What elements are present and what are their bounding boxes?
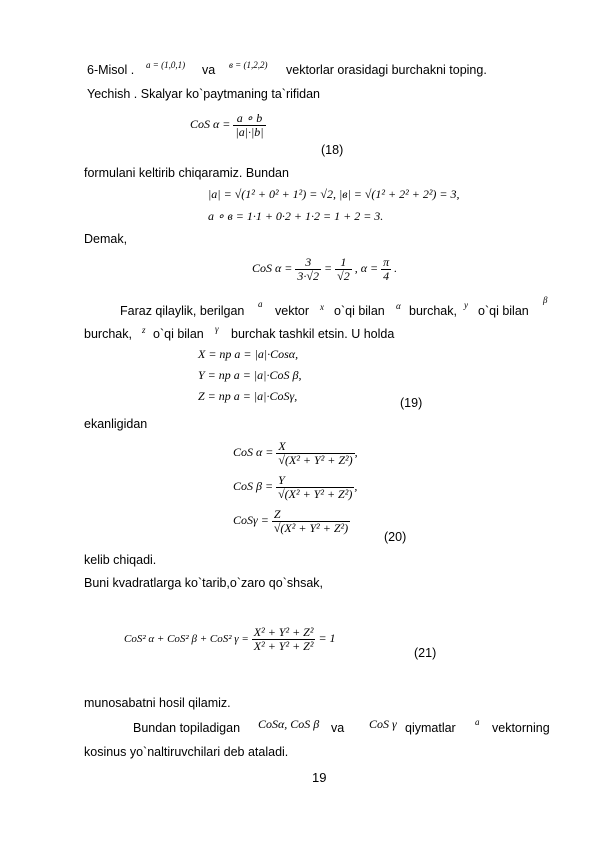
ekanligidan: ekanligidan <box>84 417 148 431</box>
equation-number-20: (20) <box>384 530 407 544</box>
faraz-text-2: vektor <box>275 304 310 318</box>
eq19-line-y: Y = np a = |a|·CoS β, <box>198 368 302 382</box>
eq20-l1-den: √(X² + Y² + Z²) <box>278 452 353 467</box>
eq18-denominator: |a|·|b| <box>235 124 264 139</box>
frac3-num: π <box>383 255 390 269</box>
frac2-den: √2 <box>337 268 350 283</box>
faraz2-text-2: o`qi bilan <box>153 327 204 341</box>
cos-alpha-beta: CoSα, CoS β <box>258 717 320 731</box>
eq20-l2-fraction <box>276 474 354 500</box>
eq20-l3-fraction <box>272 508 350 534</box>
eq20-l3-num: Z <box>272 508 350 522</box>
faraz2-text-1: burchak, <box>84 327 132 341</box>
fraction-pi-over-4 <box>381 256 391 282</box>
page-number: 19 <box>312 770 327 785</box>
eq20-cos-alpha <box>233 440 358 466</box>
eq20-l2-lhs: CoS β = <box>233 478 274 493</box>
eq20-l2-den: √(X² + Y² + Z²) <box>278 486 353 501</box>
example-label: 6-Misol . <box>87 63 135 77</box>
eq21-lhs: CoS² α + CoS² β + CoS² γ = <box>124 632 249 645</box>
solution-intro: Yechish . Skalyar ko`paytmaning ta`rifidan <box>87 87 320 101</box>
equation-number-18: (18) <box>321 143 344 157</box>
faraz2-text-3: burchak tashkil etsin. U holda <box>231 327 395 341</box>
period: . <box>394 260 398 275</box>
demak-label: Demak, <box>84 232 128 246</box>
faraz-text-4: burchak, <box>409 304 457 318</box>
eq21-fraction <box>252 626 316 652</box>
faraz-text-1: Faraz qilaylik, berilgan <box>120 304 245 318</box>
buni-kvadrat: Buni kvadratlarga ko`tarib,o`zaro qo`shsak, <box>84 576 324 590</box>
cos-alpha-result <box>252 256 397 282</box>
vector-b-def: в = (1,2,2) <box>229 60 268 70</box>
frac3-den: 4 <box>383 268 390 283</box>
eq18-lhs: CoS α = <box>190 116 231 131</box>
equals-sign: = <box>324 260 333 275</box>
kosinus-text: kosinus yo`naltiruvchilari deb ataladi. <box>84 745 289 759</box>
bundan-symbol-a: a <box>475 717 480 727</box>
faraz-text-5: o`qi bilan <box>478 304 529 318</box>
eq20-cos-gamma <box>233 508 350 534</box>
eq20-l3-lhs: CoSγ = <box>233 512 269 527</box>
eq20-l1-fraction <box>276 440 354 466</box>
bundan-text-2: qiymatlar <box>405 721 456 735</box>
bundan-va: va <box>331 721 345 735</box>
equation-18 <box>190 112 266 138</box>
comma: , <box>354 444 358 459</box>
comma: , <box>354 478 358 493</box>
eq18-numerator: a ∘ b <box>233 112 265 126</box>
symbol-gamma: γ <box>215 324 219 334</box>
fraction-1-over-root2 <box>335 256 352 282</box>
dot-product-calculation: a ∘ в = 1·1 + 0·2 + 1·2 = 1 + 2 = 3. <box>208 209 384 223</box>
symbol-y: y <box>464 300 468 310</box>
equation-number-19: (19) <box>400 396 423 410</box>
frac2-num: 1 <box>335 256 352 270</box>
eq20-l2-num: Y <box>276 474 354 488</box>
paragraph-formula: formulani keltirib chiqaramiz. Bundan <box>84 166 289 180</box>
vector-a-def: a = (1,0,1) <box>146 60 186 70</box>
cos-gamma: CoS γ <box>369 717 397 731</box>
eq18-fraction <box>233 112 265 138</box>
modulus-calculation: |a| = √(1² + 0² + 1²) = √2, |в| = √(1² + 2² + 2²) = 3, <box>208 187 460 201</box>
faraz-text-3: o`qi bilan <box>334 304 385 318</box>
fraction-3-over-3root2 <box>295 256 321 282</box>
munosabat: munosabatni hosil qilamiz. <box>84 696 231 710</box>
symbol-x: x <box>320 302 324 312</box>
eq20-l1-lhs: CoS α = <box>233 444 274 459</box>
example-task-text: vektorlar orasidagi burchakni toping. <box>286 63 487 77</box>
symbol-a: a <box>258 299 263 309</box>
symbol-beta: β <box>543 295 548 305</box>
frac1-den: 3·√2 <box>297 268 319 283</box>
eq20-l1-num: X <box>276 440 354 454</box>
eq21-rhs: = 1 <box>318 630 336 645</box>
kelib-chiqadi: kelib chiqadi. <box>84 553 157 567</box>
bundan-text-1: Bundan topiladigan <box>133 721 241 735</box>
frac1-num: 3 <box>295 256 321 270</box>
equation-number-21: (21) <box>414 646 437 660</box>
eq19-line-x: X = np a = |a|·Cosα, <box>198 347 299 361</box>
eq21-den: X² + Y² + Z² <box>253 638 314 653</box>
bundan-text-3: vektorning <box>492 721 550 735</box>
eq21-num: X² + Y² + Z² <box>253 625 314 639</box>
alpha-equals: , α = <box>354 260 379 275</box>
conjunction-va: va <box>202 63 216 77</box>
cos-alpha-lhs: CoS α = <box>252 260 293 275</box>
eq19-line-z: Z = np a = |a|·CoSγ, <box>198 389 298 403</box>
eq20-l3-den: √(X² + Y² + Z²) <box>273 520 349 535</box>
eq20-cos-beta <box>233 474 357 500</box>
symbol-alpha: α <box>396 301 401 311</box>
equation-21 <box>124 626 336 652</box>
symbol-z: z <box>142 325 146 335</box>
